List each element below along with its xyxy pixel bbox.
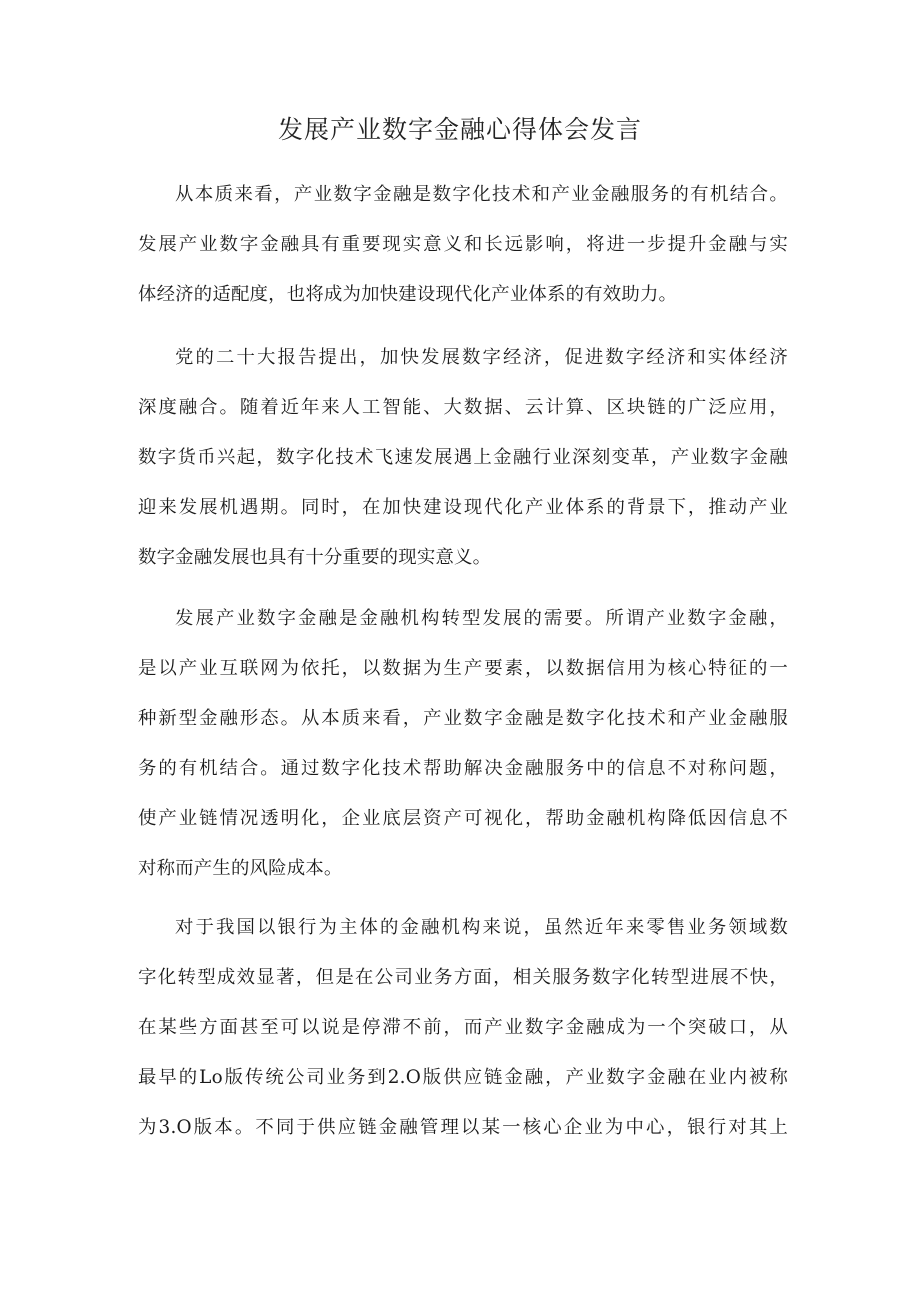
- paragraph-line: 在某些方面甚至可以说是停滞不前，而产业数字金融成为一个突破口，从: [138, 1017, 788, 1038]
- paragraph-line: 使产业链情况透明化，企业底层资产可视化，帮助金融机构降低因信息不: [138, 808, 788, 829]
- paragraph-line: 迎来发展机遇期。同时，在加快建设现代化产业体系的背景下，推动产业: [138, 497, 788, 518]
- paragraph-line: 对称而产生的风险成本。: [138, 858, 343, 879]
- paragraph-line: 数字货币兴起，数字化技术飞速发展遇上金融行业深刻变革，产业数字金融: [138, 447, 788, 468]
- paragraph-line: 种新型金融形态。从本质来看，产业数字金融是数字化技术和产业金融服: [138, 708, 788, 729]
- paragraph-2: [138, 343, 788, 593]
- paragraph-line: 发展产业数字金融是金融机构转型发展的需要。所谓产业数字金融，: [175, 608, 788, 629]
- paragraph-line: 体经济的适配度，也将成为加快建设现代化产业体系的有效助力。: [138, 284, 678, 305]
- paragraph-1: [138, 180, 788, 330]
- paragraph-line: 是以产业互联网为依托，以数据为生产要素，以数据信用为核心特征的一: [138, 658, 788, 679]
- document-title: 发展产业数字金融心得体会发言: [277, 115, 642, 144]
- paragraph-line: 为3.O版本。不同于供应链金融管理以某一核心企业为中心，银行对其上: [138, 1117, 788, 1138]
- paragraph-line: 对于我国以银行为主体的金融机构来说，虽然近年来零售业务领域数: [175, 917, 788, 938]
- paragraph-line: 发展产业数字金融具有重要现实意义和长远影响，将进一步提升金融与实: [138, 234, 788, 255]
- paragraph-4: [138, 913, 788, 1163]
- paragraph-line: 党的二十大报告提出，加快发展数字经济，促进数字经济和实体经济: [175, 347, 788, 368]
- paragraph-3: [138, 604, 788, 904]
- paragraph-line: 从本质来看，产业数字金融是数字化技术和产业金融服务的有机结合。: [175, 184, 788, 205]
- paragraph-line: 务的有机结合。通过数字化技术帮助解决金融服务中的信息不对称问题，: [138, 758, 788, 779]
- paragraph-line: 数字金融发展也具有十分重要的现实意义。: [138, 547, 492, 568]
- paragraph-line: 最早的Lo版传统公司业务到2.O版供应链金融，产业数字金融在业内被称: [138, 1067, 788, 1088]
- paragraph-line: 字化转型成效显著，但是在公司业务方面，相关服务数字化转型进展不快，: [138, 967, 788, 988]
- paragraph-line: 深度融合。随着近年来人工智能、大数据、云计算、区块链的广泛应用，: [138, 397, 788, 418]
